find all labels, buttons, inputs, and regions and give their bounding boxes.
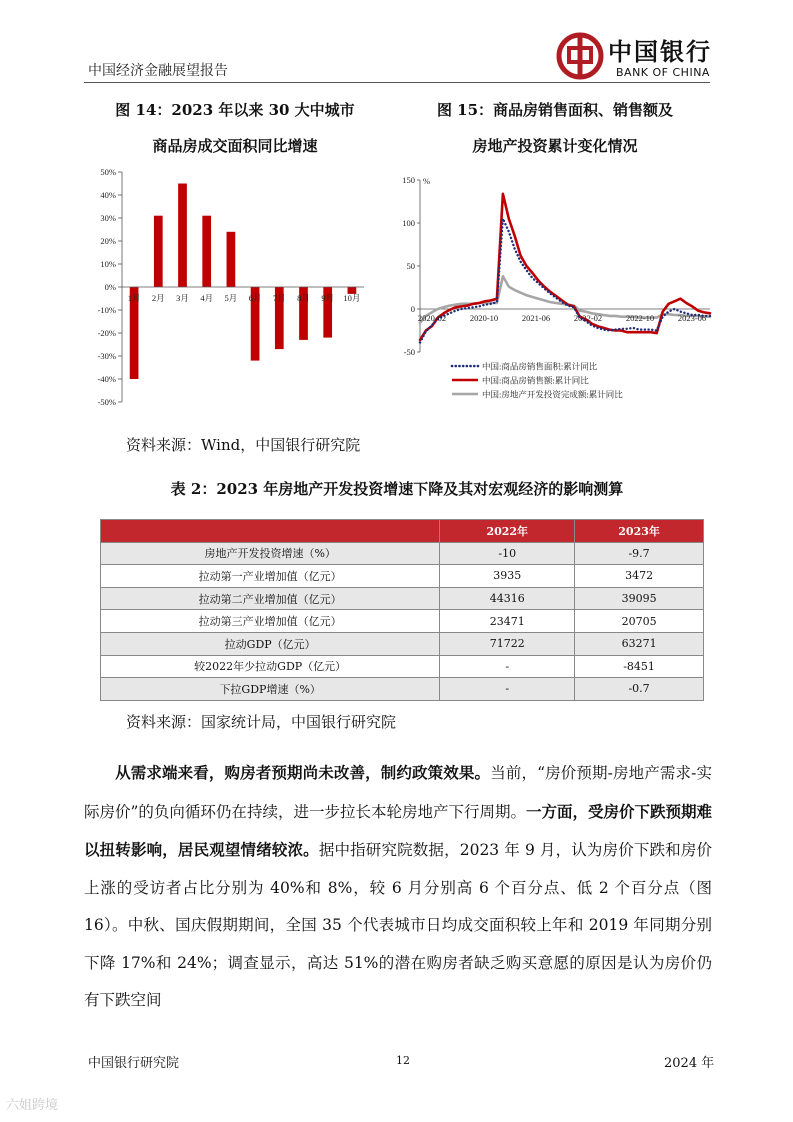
- y-tick-label: 50%: [100, 167, 116, 177]
- report-title: 中国经济金融展望报告: [88, 63, 228, 79]
- legend-label: 中国:商品房销售额:累计同比: [482, 375, 589, 386]
- table-row: [101, 655, 704, 678]
- table-header-cell: 2022年: [440, 520, 575, 543]
- x-tick-label: 9月: [321, 293, 335, 303]
- watermark: 六姐跨境: [6, 1098, 59, 1113]
- table-cell: 3472: [575, 565, 704, 588]
- page-number: 12: [396, 1054, 410, 1067]
- figure15-title-line2: 房地产投资累计变化情况: [472, 137, 638, 155]
- x-tick-label: 2023-06: [677, 313, 707, 323]
- y-tick-label: -20%: [97, 328, 116, 338]
- para-text-2: 据中指研究院数据，2023 年 9 月，认为房价下跌和房价上涨的受访者占比分别为 40%和 8%，较 6 月分别高 6 个百分点、低 2 个百分点（图 16）。中秋、国庆假期期间，全国 35 个代表城市日均成交面积较上年和 2019 年同期分别下降 17%和 24%；调查显示，高达 51%的潜在购房者缺乏购买意愿的原因是认为房价仍有下跌空间: [84, 841, 712, 1009]
- logo-english-name: BANK OF CHINA: [616, 66, 710, 79]
- y-tick-label: 10%: [100, 259, 116, 269]
- table-cell: 44316: [440, 587, 575, 610]
- x-tick-label: 2021-06: [521, 313, 551, 323]
- para-text-1: 当前，“房价预期-房地产需求-实际房价”的负向循环仍在持续，进一步拉长本轮房地产下行周期。: [84, 764, 712, 821]
- x-tick-label: 2022-02: [573, 313, 603, 323]
- x-tick-label: 2022-10: [625, 313, 655, 323]
- table-cell: 较2022年少拉动GDP（亿元）: [101, 655, 440, 678]
- table-cell: 拉动GDP（亿元）: [101, 632, 440, 655]
- x-tick-label: 2月: [151, 293, 165, 303]
- table-cell: 23471: [440, 610, 575, 633]
- table-cell: -9.7: [575, 542, 704, 565]
- bar: [178, 184, 187, 288]
- table-cell: 71722: [440, 632, 575, 655]
- table-cell: -: [440, 655, 575, 678]
- table-cell: 63271: [575, 632, 704, 655]
- table-cell: -10: [440, 542, 575, 565]
- y-tick-label: -30%: [97, 351, 116, 361]
- table-cell: 20705: [575, 610, 704, 633]
- table-cell: 拉动第三产业增加值（亿元）: [101, 610, 440, 633]
- table-header-row: [101, 520, 704, 543]
- legend-label: 中国:商品房销售面积:累计同比: [482, 361, 598, 372]
- y-tick-label: -50%: [97, 397, 116, 407]
- y-tick-label: -40%: [97, 374, 116, 384]
- footer-year: 2024 年: [664, 1056, 715, 1071]
- bank-logo: [556, 32, 726, 82]
- figure15-line-chart: [392, 170, 712, 420]
- y-tick-label: 0: [410, 304, 415, 314]
- y-tick-label: -10%: [97, 305, 116, 315]
- y-unit-label: %: [423, 176, 431, 186]
- series-line: [417, 194, 710, 340]
- x-tick-label: 2020-02: [417, 313, 447, 323]
- impact-table: [100, 519, 704, 701]
- table-cell: -0.7: [575, 678, 704, 701]
- table-cell: -: [440, 678, 575, 701]
- bank-of-china-emblem-icon: [556, 32, 604, 80]
- y-tick-label: 100: [402, 218, 415, 228]
- body-paragraph: [84, 754, 712, 1020]
- table-cell: 拉动第二产业增加值（亿元）: [101, 587, 440, 610]
- x-tick-label: 6月: [248, 293, 262, 303]
- series-line: [417, 276, 710, 323]
- table-header-cell: 2023年: [575, 520, 704, 543]
- x-tick-label: 10月: [343, 293, 361, 303]
- figure15-title: [400, 92, 710, 164]
- para-bold-1: 从需求端来看，购房者预期尚未改善，制约政策效果。: [115, 763, 491, 782]
- x-tick-label: 7月: [272, 293, 286, 303]
- figure14-title: [90, 92, 380, 164]
- x-tick-label: 1月: [127, 293, 141, 303]
- bar: [227, 232, 236, 287]
- table-row: [101, 610, 704, 633]
- figure15-title-line1: 图 15：商品房销售面积、销售额及: [436, 101, 674, 119]
- table-cell: 拉动第一产业增加值（亿元）: [101, 565, 440, 588]
- y-tick-label: 150: [402, 175, 415, 185]
- para-bold-2: 一方面，受房价下跌预期难以扭转影响，居民观望情绪较浓。: [84, 801, 712, 859]
- y-tick-label: 40%: [100, 190, 116, 200]
- series-line: [417, 219, 710, 343]
- y-tick-label: 0%: [104, 282, 116, 292]
- table-cell: 39095: [575, 587, 704, 610]
- source-note-2: 资料来源：国家统计局，中国银行研究院: [126, 713, 397, 731]
- table-row: [101, 632, 704, 655]
- table-row: [101, 565, 704, 588]
- table-cell: 房地产开发投资增速（%）: [101, 542, 440, 565]
- header-divider: [84, 82, 710, 83]
- y-tick-label: 20%: [100, 236, 116, 246]
- table-row: [101, 678, 704, 701]
- x-tick-label: 5月: [224, 293, 238, 303]
- y-tick-label: 30%: [100, 213, 116, 223]
- figure14-bar-chart: [84, 162, 374, 412]
- footer-org: 中国银行研究院: [88, 1056, 180, 1071]
- y-tick-label: 50: [406, 261, 415, 271]
- table-header-cell: [101, 520, 440, 543]
- table-title: 表 2：2023 年房地产开发投资增速下降及其对宏观经济的影响测算: [170, 480, 624, 498]
- x-tick-label: 3月: [176, 293, 189, 303]
- legend-label: 中国:房地产开发投资完成额:累计同比: [482, 389, 623, 400]
- x-tick-label: 8月: [297, 293, 310, 303]
- x-tick-label: 2020-10: [469, 313, 499, 323]
- table-row: [101, 542, 704, 565]
- table-cell: 下拉GDP增速（%）: [101, 678, 440, 701]
- bar: [154, 216, 163, 287]
- x-tick-label: 4月: [200, 293, 214, 303]
- figure14-title-line1: 图 14：2023 年以来 30 大中城市: [115, 101, 355, 119]
- logo-chinese-name: 中国银行: [608, 37, 712, 66]
- y-tick-label: -50: [403, 347, 415, 357]
- table-row: [101, 587, 704, 610]
- table-cell: -8451: [575, 655, 704, 678]
- bar: [202, 216, 211, 287]
- source-note-1: 资料来源：Wind，中国银行研究院: [126, 436, 361, 454]
- table-cell: 3935: [440, 565, 575, 588]
- figure14-title-line2: 商品房成交面积同比增速: [152, 137, 318, 155]
